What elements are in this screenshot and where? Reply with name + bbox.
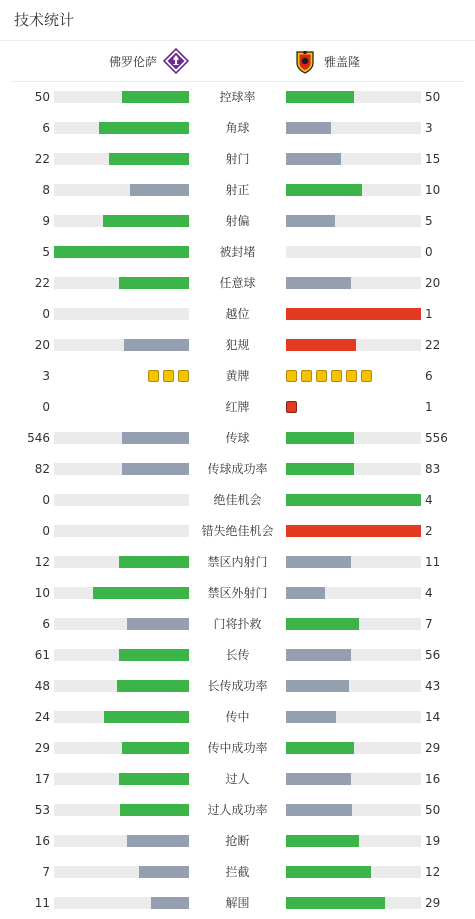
home-stat-bar [54,494,189,506]
home-stat-bar [54,773,189,785]
away-stat-bar-fill [286,897,385,909]
stat-label: 过人 [225,772,250,786]
home-stat-value: 16 [34,834,50,848]
away-stat-value: 0 [425,245,433,259]
stat-label: 传中成功率 [207,741,268,755]
away-stat-bar-fill [286,680,349,692]
home-stat-value: 22 [34,276,50,290]
away-stat-value: 556 [425,431,448,445]
away-stat-bar [286,711,421,723]
home-stat-bar-fill [130,184,189,196]
away-stat-value: 4 [425,493,433,507]
home-stat-value: 20 [34,338,50,352]
away-stat-bar-fill [286,587,325,599]
away-stat-bar-fill [286,277,351,289]
stat-label: 传球成功率 [207,462,268,476]
home-stat-bar-fill [122,742,190,754]
home-stat-value: 53 [34,803,50,817]
yellow-card-icon [316,370,327,382]
away-stat-bar-fill [286,804,352,816]
away-stat-bar [286,91,421,103]
away-stat-bar [286,525,421,537]
home-stat-bar [54,277,189,289]
home-stat-bar-fill [54,246,189,258]
home-stat-bar-fill [127,835,189,847]
away-stat-value: 3 [425,121,433,135]
away-team[interactable] [292,48,360,74]
home-stat-bar [54,742,189,754]
home-stat-bar-fill [104,711,189,723]
home-stat-bar-fill [119,649,189,661]
home-stat-bar [54,122,189,134]
home-stat-value: 29 [34,741,50,755]
away-stat-bar-fill [286,215,335,227]
stat-label: 传球 [225,431,250,445]
away-stat-bar [286,153,421,165]
away-stat-value: 29 [425,896,441,910]
home-stat-value: 11 [34,896,50,910]
stats-list [0,82,475,919]
home-stat-bar-fill [122,91,190,103]
home-stat-bar [54,680,189,692]
away-stat-bar [286,649,421,661]
away-stat-bar [286,804,421,816]
away-stat-bar [286,277,421,289]
stat-row [0,330,475,361]
stat-row [0,299,475,330]
home-stat-bar [54,618,189,630]
away-stat-bar [286,339,421,351]
stat-row [0,423,475,454]
stat-row [0,888,475,919]
stat-label: 射偏 [225,214,250,228]
away-stat-bar [286,866,421,878]
page-title: 技术统计 [14,11,75,29]
home-stat-value: 10 [34,586,50,600]
home-yellow-cards [148,370,189,382]
home-stat-bar-fill [124,339,189,351]
home-team-name: 佛罗伦萨 [108,54,157,69]
stat-row [0,361,475,392]
away-stat-value: 10 [425,183,441,197]
home-stat-bar-fill [117,680,189,692]
away-stat-value: 56 [425,648,441,662]
away-stat-value: 50 [425,803,441,817]
away-stat-bar [286,680,421,692]
home-stat-value: 48 [34,679,50,693]
home-stat-bar-fill [139,866,189,878]
away-stat-bar [286,215,421,227]
home-stat-bar-fill [93,587,189,599]
stat-label: 射门 [225,152,250,166]
stat-row [0,206,475,237]
stat-row [0,609,475,640]
away-stat-bar-fill [286,773,351,785]
away-stat-bar-fill [286,91,354,103]
away-stat-bar-fill [286,866,371,878]
stat-label: 拦截 [225,865,250,879]
stat-label: 犯规 [225,338,250,352]
away-stat-bar-fill [286,184,362,196]
home-stat-value: 0 [42,524,50,538]
home-stat-bar [54,649,189,661]
stat-row [0,175,475,206]
away-stat-value: 11 [425,555,441,569]
away-stat-value: 16 [425,772,441,786]
stat-row [0,82,475,113]
stat-label: 长传成功率 [207,679,268,693]
yellow-card-icon [178,370,189,382]
away-stat-bar [286,618,421,630]
stat-label: 角球 [225,121,250,135]
jagiellonia-crest-icon [292,48,318,74]
stat-row [0,671,475,702]
away-stat-value: 29 [425,741,441,755]
home-stat-bar-fill [127,618,189,630]
home-stat-bar-fill [151,897,189,909]
stat-row [0,640,475,671]
yellow-card-icon [301,370,312,382]
stat-label: 控球率 [219,90,256,104]
away-stat-bar [286,463,421,475]
away-stat-bar [286,742,421,754]
away-stat-bar-fill [286,432,354,444]
stat-row [0,237,475,268]
away-stat-value: 83 [425,462,441,476]
home-stat-bar-fill [99,122,189,134]
away-red-cards [286,401,297,413]
away-stat-bar-fill [286,618,359,630]
away-stat-bar-fill [286,835,359,847]
away-stat-value: 6 [425,369,433,383]
stat-label: 禁区内射门 [207,555,268,569]
home-stat-value: 9 [42,214,50,228]
stat-row [0,113,475,144]
away-stat-bar-fill [286,308,421,320]
home-stat-bar-fill [103,215,189,227]
stat-row [0,826,475,857]
away-stat-value: 43 [425,679,441,693]
stat-row [0,454,475,485]
team-header [0,46,475,76]
stat-label: 长传 [225,648,250,662]
home-stat-bar [54,184,189,196]
home-stat-bar [54,339,189,351]
home-stat-value: 6 [42,617,50,631]
home-stat-bar [54,432,189,444]
stat-row [0,485,475,516]
yellow-card-icon [163,370,174,382]
away-stat-bar-fill [286,494,421,506]
away-stat-bar-fill [286,711,336,723]
home-stat-bar-fill [119,277,189,289]
home-stat-bar [54,587,189,599]
title-divider [0,40,475,41]
stat-label: 抢断 [225,834,250,848]
home-stat-value: 8 [42,183,50,197]
away-stat-bar-fill [286,339,356,351]
home-stat-bar-fill [109,153,189,165]
red-card-icon [286,401,297,413]
stat-label: 任意球 [219,276,256,290]
away-stat-bar-fill [286,649,351,661]
away-stat-bar-fill [286,742,354,754]
stat-label: 被封堵 [219,245,256,259]
home-stat-value: 24 [34,710,50,724]
away-stat-bar [286,308,421,320]
away-stat-bar [286,494,421,506]
away-stat-value: 14 [425,710,441,724]
away-stat-bar-fill [286,463,354,475]
yellow-card-icon [361,370,372,382]
stat-label: 射正 [225,183,250,197]
stat-label: 越位 [225,307,250,321]
away-stat-value: 1 [425,400,433,414]
away-stat-value: 20 [425,276,441,290]
stat-row [0,702,475,733]
away-team-name: 雅盖隆 [324,54,361,69]
home-stat-bar [54,804,189,816]
home-stat-value: 82 [34,462,50,476]
away-stat-bar [286,773,421,785]
home-stat-value: 50 [34,90,50,104]
away-stat-bar [286,556,421,568]
yellow-card-icon [148,370,159,382]
home-stat-bar-fill [119,556,189,568]
stat-row [0,144,475,175]
yellow-card-icon [346,370,357,382]
stat-label: 过人成功率 [207,803,268,817]
stat-row [0,764,475,795]
stat-row [0,795,475,826]
home-stat-value: 5 [42,245,50,259]
away-stat-value: 2 [425,524,433,538]
away-stat-bar [286,246,421,258]
away-stat-value: 22 [425,338,441,352]
stat-label: 禁区外射门 [207,586,268,600]
home-stat-bar [54,897,189,909]
away-stat-value: 50 [425,90,441,104]
away-stat-value: 19 [425,834,441,848]
away-stat-bar-fill [286,525,421,537]
stat-label: 传中 [225,710,250,724]
home-stat-bar [54,835,189,847]
away-stat-bar [286,432,421,444]
away-stat-bar-fill [286,556,351,568]
stat-row [0,733,475,764]
home-stat-bar [54,246,189,258]
home-stat-bar [54,215,189,227]
home-stat-value: 3 [42,369,50,383]
away-stat-value: 12 [425,865,441,879]
away-stat-bar [286,122,421,134]
away-stat-value: 1 [425,307,433,321]
home-stat-bar [54,91,189,103]
away-stat-bar-fill [286,153,341,165]
away-stat-value: 4 [425,586,433,600]
home-stat-value: 0 [42,400,50,414]
stat-row [0,392,475,423]
away-stat-bar [286,587,421,599]
stat-row [0,578,475,609]
home-stat-bar [54,866,189,878]
away-stat-bar [286,835,421,847]
stat-label: 绝佳机会 [213,493,262,507]
stat-label: 错失绝佳机会 [201,524,274,538]
stat-label: 门将扑救 [213,617,262,631]
fiorentina-crest-icon [163,48,189,74]
yellow-card-icon [331,370,342,382]
away-stat-value: 7 [425,617,433,631]
away-stat-bar [286,897,421,909]
away-stat-value: 5 [425,214,433,228]
stat-label: 解围 [225,896,250,910]
away-stat-bar [286,184,421,196]
stat-row [0,268,475,299]
home-stat-bar-fill [120,804,189,816]
home-stat-value: 22 [34,152,50,166]
stat-label: 黄牌 [225,369,250,383]
home-stat-value: 17 [34,772,50,786]
stat-row [0,547,475,578]
home-stat-value: 61 [34,648,50,662]
home-stat-bar [54,711,189,723]
away-stat-bar-fill [286,122,331,134]
stat-row [0,857,475,888]
home-stat-bar [54,556,189,568]
home-stat-bar [54,525,189,537]
home-stat-bar [54,153,189,165]
home-stat-bar-fill [122,432,190,444]
home-stat-bar-fill [119,773,189,785]
away-yellow-cards [286,370,372,382]
home-stat-value: 0 [42,307,50,321]
home-stat-value: 7 [42,865,50,879]
home-stat-value: 12 [34,555,50,569]
home-team[interactable] [109,48,189,74]
home-stat-bar [54,463,189,475]
stat-row [0,516,475,547]
yellow-card-icon [286,370,297,382]
home-stat-bar [54,308,189,320]
home-stat-value: 6 [42,121,50,135]
away-stat-value: 15 [425,152,441,166]
home-stat-value: 546 [27,431,50,445]
stat-label: 红牌 [225,400,250,414]
home-stat-value: 0 [42,493,50,507]
home-stat-bar-fill [122,463,190,475]
